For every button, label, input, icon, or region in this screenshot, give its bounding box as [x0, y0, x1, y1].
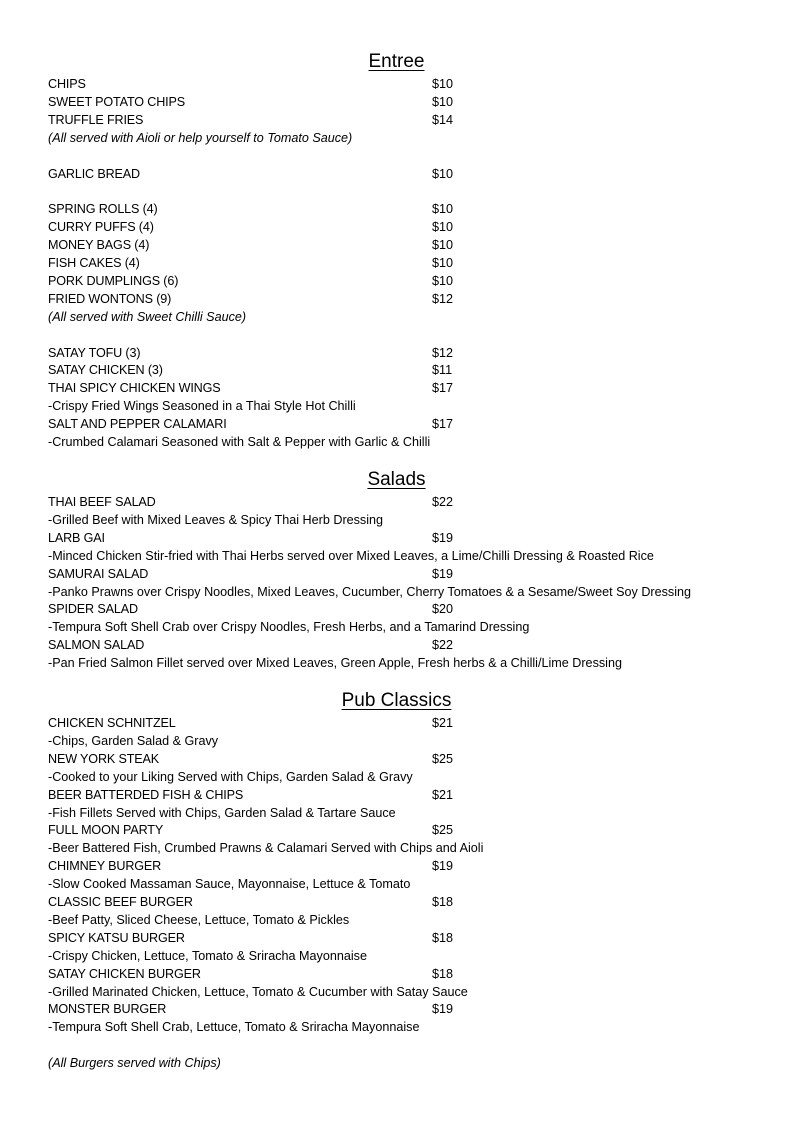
- menu-item-price: $19: [432, 566, 454, 581]
- menu-item-price: $12: [432, 291, 454, 306]
- menu-item-description: -Beef Patty, Sliced Cheese, Lettuce, Tomato & Pickles: [48, 912, 350, 927]
- menu-item-name: MONEY BAGS (4): [48, 238, 150, 253]
- menu-item-name: CLASSIC BEEF BURGER: [48, 895, 193, 909]
- menu-item-description: -Crumbed Calamari Seasoned with Salt & Pepper with Garlic & Chilli: [48, 435, 431, 449]
- menu-item-name: FISH CAKES (4): [48, 256, 140, 270]
- menu-item-price: $10: [432, 220, 454, 235]
- section-heading-salads: [0, 468, 793, 492]
- menu-item-name: CHIPS: [48, 77, 86, 91]
- menu-item: [48, 254, 454, 272]
- menu-item-name: SWEET POTATO CHIPS: [48, 94, 186, 109]
- menu-item: [48, 379, 454, 397]
- menu-item: [48, 218, 454, 236]
- menu-item: [48, 93, 454, 111]
- menu-item-description: -Beer Battered Fish, Crumbed Prawns & Calamari Served with Chips and Aioli: [48, 841, 484, 856]
- menu-item-price: $21: [432, 787, 454, 802]
- menu-item: [48, 493, 454, 511]
- menu-item-price: $25: [432, 823, 454, 838]
- menu-item-name: CHIMNEY BURGER: [48, 859, 162, 874]
- menu-item-name: CURRY PUFFS (4): [48, 220, 154, 235]
- menu-item-price: $11: [432, 363, 453, 378]
- menu-item: [48, 714, 454, 732]
- menu-item-price: $19: [432, 859, 454, 874]
- section-title: Pub Classics: [341, 690, 452, 711]
- menu-item-price: $22: [432, 638, 454, 653]
- menu-item-name: SPRING ROLLS (4): [48, 202, 158, 217]
- menu-item-price: $10: [432, 273, 454, 288]
- menu-item-price: $19: [432, 530, 454, 545]
- menu-item: [48, 272, 454, 290]
- menu-item-name: GARLIC BREAD: [48, 166, 140, 181]
- menu-item-description: -Crispy Fried Wings Seasoned in a Thai Style Hot Chilli: [48, 399, 356, 414]
- menu-item-name: BEER BATTERDED FISH & CHIPS: [48, 787, 244, 802]
- menu-item-name: SPICY KATSU BURGER: [48, 930, 185, 945]
- menu-item-description: -Grilled Marinated Chicken, Lettuce, Tomato & Cucumber with Satay Sauce: [48, 984, 468, 999]
- menu-item: [48, 636, 454, 654]
- section-heading-pub-classics: [0, 689, 793, 713]
- menu-item-name: SATAY CHICKEN BURGER: [48, 966, 201, 981]
- menu-item-price: $10: [432, 77, 454, 91]
- menu-item-description: -Fish Fillets Served with Chips, Garden Salad & Tartare Sauce: [48, 805, 396, 820]
- menu-item-name: FRIED WONTONS (9): [48, 291, 172, 306]
- menu-item-name: SPIDER SALAD: [48, 602, 138, 617]
- menu-item-price: $18: [432, 930, 454, 945]
- menu-item-name: NEW YORK STEAK: [48, 751, 160, 766]
- menu-item-description: -Tempura Soft Shell Crab over Crispy Noodles, Fresh Herbs, and a Tamarind Dressing: [48, 620, 530, 635]
- menu-item: [48, 600, 454, 618]
- menu-item-price: $18: [432, 966, 454, 981]
- menu-item-name: CHICKEN SCHNITZEL: [48, 716, 176, 730]
- menu-item-price: $10: [432, 202, 454, 217]
- menu-item-price: $18: [432, 895, 454, 909]
- menu-item: [48, 75, 454, 93]
- menu-item: [48, 893, 454, 911]
- menu-item: [48, 200, 454, 218]
- menu-item-description: -Tempura Soft Shell Crab, Lettuce, Tomato & Sriracha Mayonnaise: [48, 1020, 420, 1035]
- menu-item: [48, 750, 454, 768]
- section-heading-entree: [0, 50, 793, 74]
- menu-item-name: THAI SPICY CHICKEN WINGS: [48, 381, 221, 396]
- menu-item: [48, 165, 454, 183]
- menu-item-name: SATAY CHICKEN (3): [48, 363, 163, 378]
- menu-item: [48, 111, 454, 129]
- menu-item-name: TRUFFLE FRIES: [48, 112, 144, 127]
- menu-item-description: -Chips, Garden Salad & Gravy: [48, 733, 219, 748]
- menu-item-description: -Cooked to your Liking Served with Chips, Garden Salad & Gravy: [48, 769, 413, 784]
- menu-item-price: $17: [432, 381, 454, 396]
- menu-item-name: SALT AND PEPPER CALAMARI: [48, 417, 227, 432]
- menu-item-price: $25: [432, 751, 454, 766]
- menu-item-description: -Minced Chicken Stir-fried with Thai Herbs served over Mixed Leaves, a Lime/Chilli Dressing & Roasted Rice: [48, 548, 654, 563]
- menu-item: [48, 929, 454, 947]
- menu-item: [48, 361, 453, 379]
- menu-item: [48, 565, 454, 583]
- section-note: (All served with Aioli or help yourself to Tomato Sauce): [48, 130, 353, 145]
- menu-item: [48, 290, 454, 308]
- menu-item: [48, 1000, 454, 1018]
- menu-item-name: THAI BEEF SALAD: [48, 495, 156, 509]
- menu-item-description: -Crispy Chicken, Lettuce, Tomato & Sriracha Mayonnaise: [48, 948, 367, 963]
- menu-item: [48, 821, 454, 839]
- menu-item: [48, 529, 454, 547]
- menu-item-name: SATAY TOFU (3): [48, 345, 141, 360]
- section-title: Salads: [367, 469, 426, 490]
- menu-item-price: $21: [432, 716, 454, 730]
- menu-item-name: LARB GAI: [48, 530, 105, 545]
- menu-item-price: $10: [432, 238, 454, 253]
- section-note: (All served with Sweet Chilli Sauce): [48, 309, 247, 324]
- menu-item: [48, 965, 454, 983]
- menu-item: [48, 344, 454, 362]
- menu-item: [48, 857, 454, 875]
- menu-item-description: -Slow Cooked Massaman Sauce, Mayonnaise, Lettuce & Tomato: [48, 877, 411, 892]
- menu-item-price: $22: [432, 495, 454, 509]
- menu-item: [48, 236, 454, 254]
- menu-item-price: $10: [432, 256, 454, 270]
- menu-item-price: $10: [432, 94, 454, 109]
- menu-item-name: SALMON SALAD: [48, 638, 145, 653]
- section-note: (All Burgers served with Chips): [48, 1056, 221, 1071]
- menu-item-name: FULL MOON PARTY: [48, 823, 164, 838]
- menu-item-price: $12: [432, 345, 454, 360]
- menu-item: [48, 415, 454, 433]
- menu-item-price: $19: [432, 1002, 454, 1017]
- menu-item-price: $17: [432, 417, 454, 432]
- menu-item-name: SAMURAI SALAD: [48, 566, 149, 581]
- menu-item-description: -Panko Prawns over Crispy Noodles, Mixed Leaves, Cucumber, Cherry Tomatoes & a Sesame/Sweet Soy Dressing: [48, 584, 692, 599]
- menu-item-name: PORK DUMPLINGS (6): [48, 273, 179, 288]
- section-title: Entree: [368, 51, 425, 72]
- menu-item-name: MONSTER BURGER: [48, 1002, 167, 1017]
- menu-item-description: -Pan Fried Salmon Fillet served over Mixed Leaves, Green Apple, Fresh herbs & a Chilli/Lime Dressing: [48, 656, 622, 671]
- menu-item-price: $10: [432, 166, 454, 181]
- menu-item: [48, 786, 454, 804]
- menu-item-price: $14: [432, 112, 454, 127]
- menu-item-description: -Grilled Beef with Mixed Leaves & Spicy Thai Herb Dressing: [48, 512, 384, 527]
- menu-item-price: $20: [432, 602, 454, 617]
